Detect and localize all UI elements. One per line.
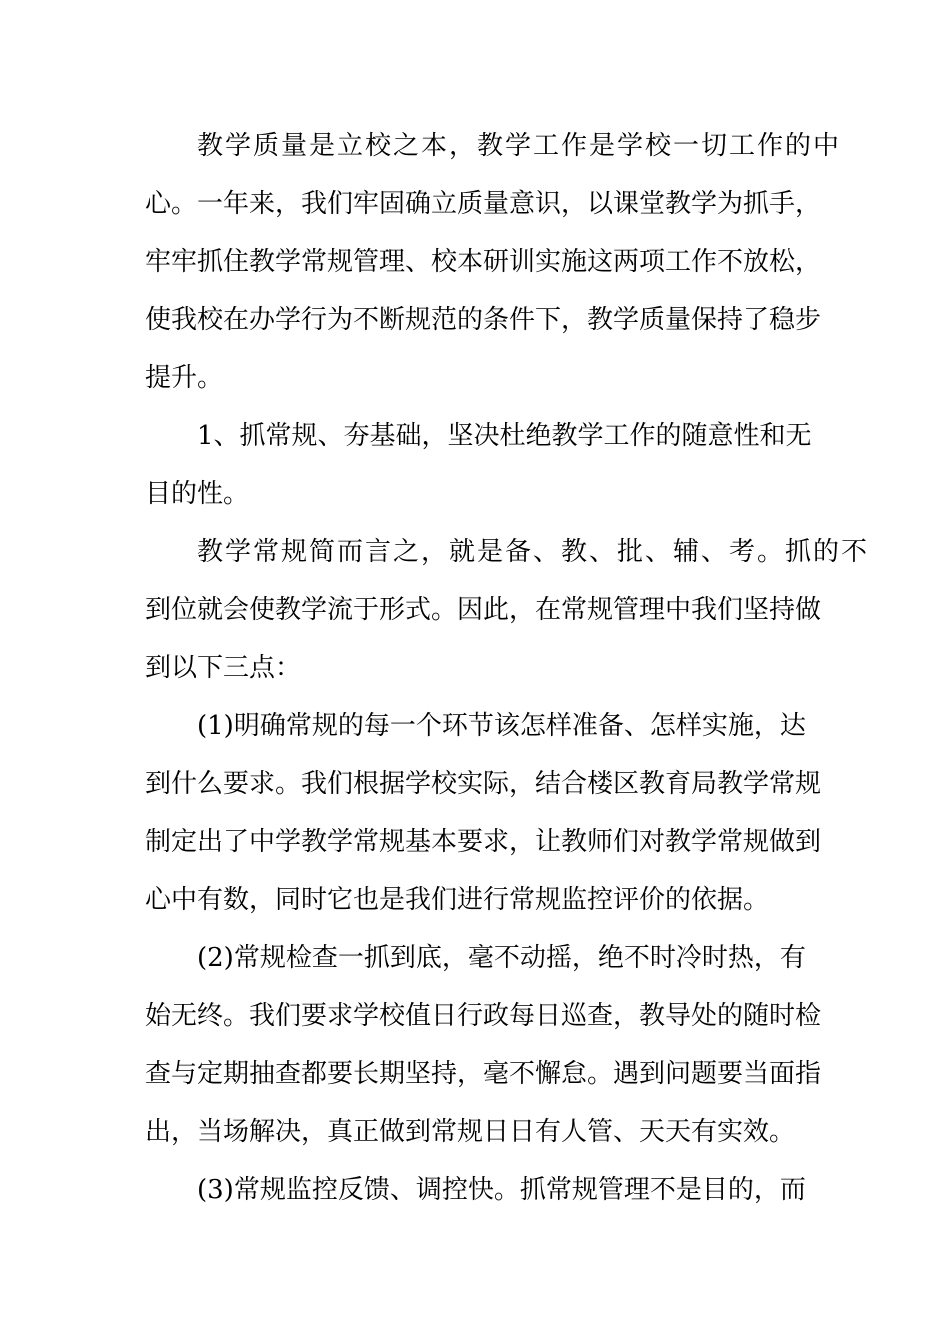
text-line: (1)明确常规的每一个环节该怎样准备、怎样实施，达 <box>197 711 806 741</box>
text-line: 出，当场解决，真正做到常规日日有人管、天天有实效。 <box>145 1117 796 1147</box>
text-line: 教学常规简而言之，就是备、教、批、辅、考。抓的不 <box>197 537 870 567</box>
text-line: 牢牢抓住教学常规管理、校本研训实施这两项工作不放松， <box>145 247 822 277</box>
text-line: 始无终。我们要求学校值日行政每日巡查，教导处的随时检 <box>145 1001 822 1031</box>
text-line: 教学质量是立校之本，教学工作是学校一切工作的中 <box>197 131 842 161</box>
text-line: 到位就会使教学流于形式。因此，在常规管理中我们坚持做 <box>145 595 822 625</box>
text-line: 1、抓常规、夯基础，坚决杜绝教学工作的随意性和无 <box>197 421 812 451</box>
text-line: (3)常规监控反馈、调控快。抓常规管理不是目的，而 <box>197 1175 806 1205</box>
text-line: 心中有数，同时它也是我们进行常规监控评价的依据。 <box>145 885 770 915</box>
text-line: (2)常规检查一抓到底，毫不动摇，绝不时冷时热，有 <box>197 943 806 973</box>
text-line: 查与定期抽查都要长期坚持，毫不懈怠。遇到问题要当面指 <box>145 1059 822 1089</box>
text-line: 使我校在办学行为不断规范的条件下，教学质量保持了稳步 <box>145 305 822 335</box>
text-line: 到以下三点： <box>145 653 302 683</box>
text-line: 提升。 <box>145 363 224 393</box>
text-line: 目的性。 <box>145 479 250 509</box>
text-line: 制定出了中学教学常规基本要求，让教师们对教学常规做到 <box>145 827 822 857</box>
text-line: 心。一年来，我们牢固确立质量意识，以课堂教学为抓手， <box>145 189 822 219</box>
text-line: 到什么要求。我们根据学校实际，结合楼区教育局教学常规 <box>145 769 822 799</box>
